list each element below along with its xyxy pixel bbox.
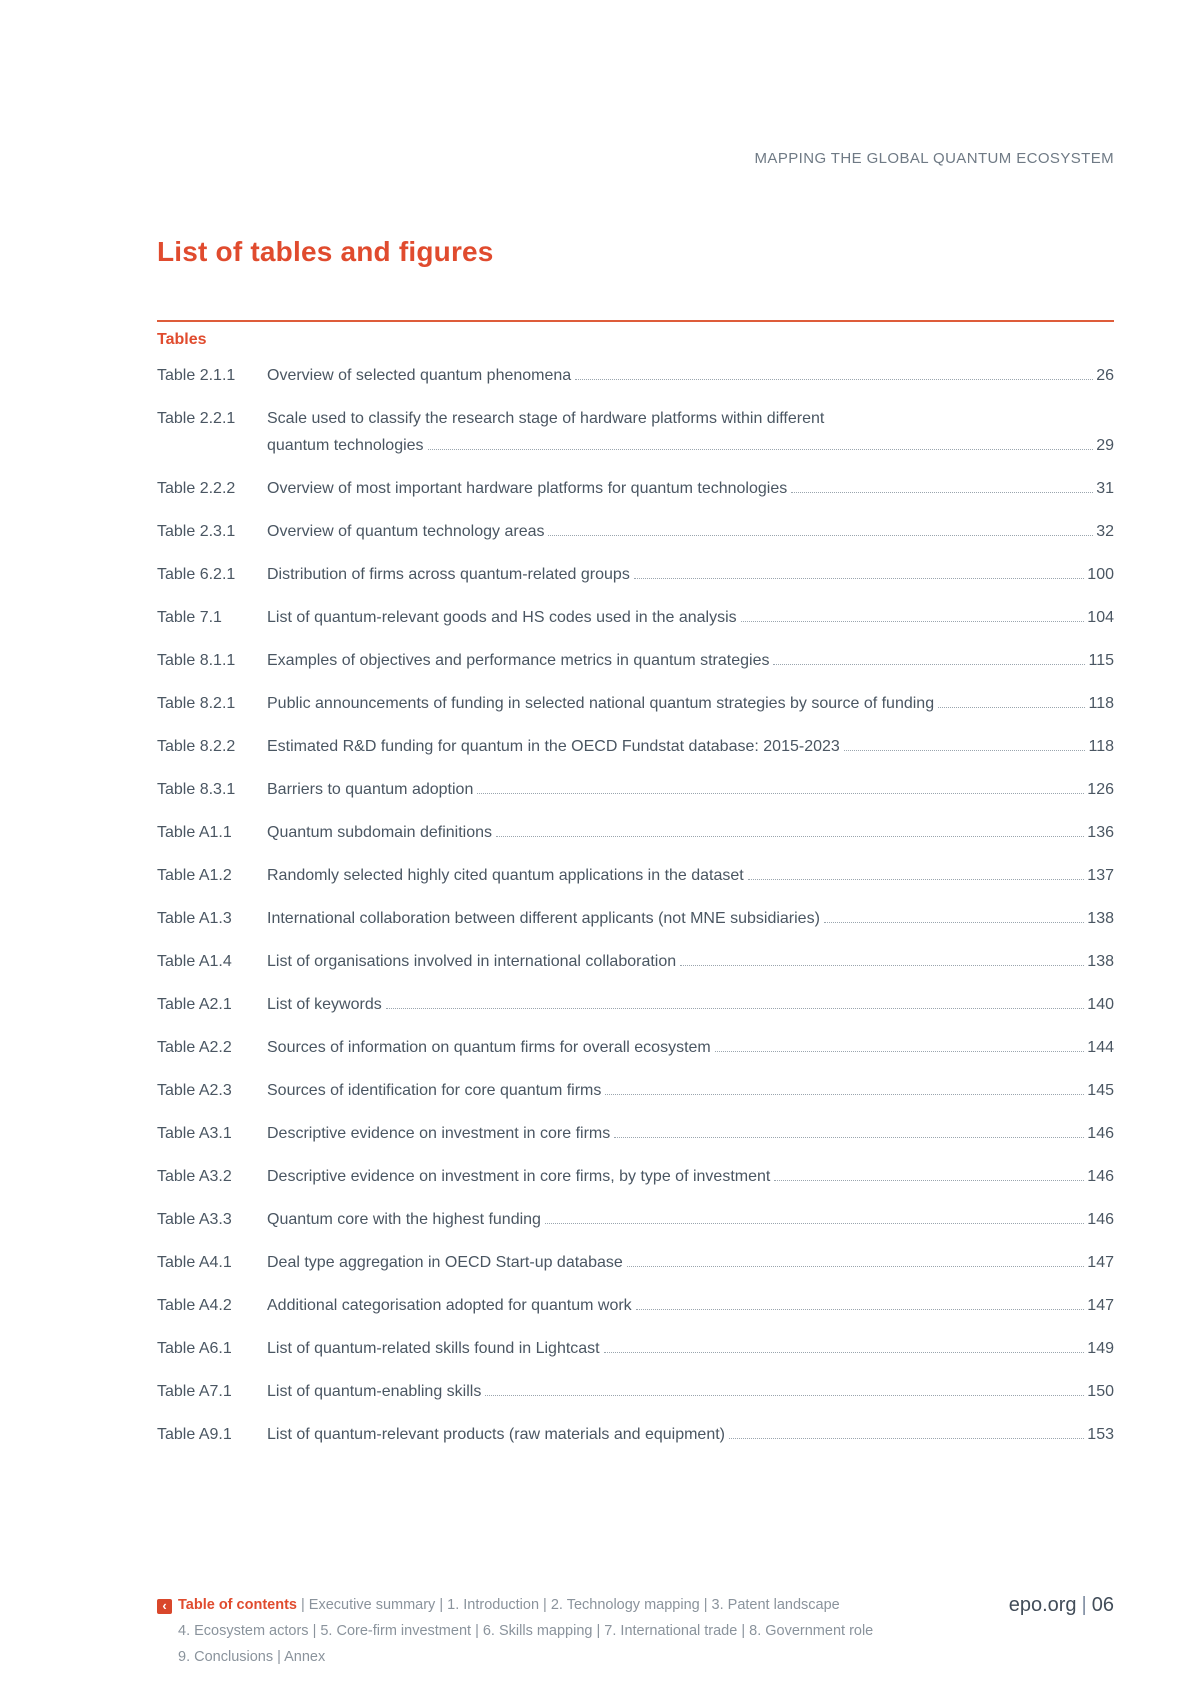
toc-leader-dots [614, 1137, 1084, 1138]
toc-leader-dots [844, 750, 1086, 751]
toc-entry-title: Randomly selected highly cited quantum applications in the dataset [267, 867, 744, 884]
toc-leader-dots [634, 578, 1084, 579]
toc-entry-title: Descriptive evidence on investment in core firms [267, 1125, 611, 1142]
toc-entry-label: Table A2.3 [157, 1082, 232, 1099]
footer-nav [157, 1592, 873, 1670]
toc-row[interactable] [157, 479, 1114, 499]
footer-separator: | [1081, 1594, 1087, 1616]
toc-entry-page: 153 [1087, 1426, 1114, 1443]
section-heading-tables: Tables [157, 331, 207, 348]
toc-entry-label: Table A1.1 [157, 824, 232, 841]
toc-entry-title: International collaboration between different applicants (not MNE subsidiaries) [267, 910, 820, 927]
toc-entry-title: Descriptive evidence on investment in core firms, by type of investment [267, 1168, 771, 1185]
toc-entry-page: 29 [1096, 437, 1114, 454]
toc-row[interactable] [157, 1038, 1114, 1058]
toc-entry-title: quantum technologies [267, 437, 424, 454]
toc-leader-dots [748, 879, 1085, 880]
toc-entry-page: 146 [1087, 1211, 1114, 1228]
toc-entry-title: Deal type aggregation in OECD Start-up database [267, 1254, 623, 1271]
toc-entry-label: Table A4.1 [157, 1254, 232, 1271]
toc-row[interactable] [157, 409, 1114, 456]
toc-entry-title: Examples of objectives and performance metrics in quantum strategies [267, 652, 770, 669]
toc-entry-title: Quantum core with the highest funding [267, 1211, 541, 1228]
toc-leader-dots [545, 1223, 1084, 1224]
toc-entry-title: Sources of identification for core quantum firms [267, 1082, 602, 1099]
toc-entry-title: Overview of selected quantum phenomena [267, 367, 572, 384]
toc-entry-title: List of quantum-relevant products (raw materials and equipment) [267, 1426, 725, 1443]
toc-row[interactable] [157, 1124, 1114, 1144]
toc-row[interactable] [157, 995, 1114, 1015]
toc-entry-page: 104 [1087, 609, 1114, 626]
toc-leader-dots [824, 922, 1084, 923]
toc-row[interactable] [157, 737, 1114, 757]
toc-leader-dots [575, 379, 1093, 380]
footer-nav-line3[interactable]: 9. Conclusions | Annex [178, 1649, 326, 1665]
toc-entry-label: Table A1.3 [157, 910, 232, 927]
toc-row[interactable] [157, 1296, 1114, 1316]
toc-row[interactable] [157, 522, 1114, 542]
toc-row[interactable] [157, 1425, 1114, 1445]
toc-entry-title: Public announcements of funding in selected national quantum strategies by source of funding [267, 695, 935, 712]
toc-entry-page: 146 [1087, 1168, 1114, 1185]
toc-entry-page: 147 [1087, 1297, 1114, 1314]
toc-leader-dots [938, 707, 1085, 708]
toc-entry-label: Table A6.1 [157, 1340, 232, 1357]
toc-entry-label: Table A3.1 [157, 1125, 232, 1142]
toc-entry-page: 115 [1088, 652, 1114, 669]
back-to-toc-button[interactable] [157, 1599, 172, 1614]
toc-leader-dots [680, 965, 1084, 966]
toc-row[interactable] [157, 1210, 1114, 1230]
toc-entry-title: Additional categorisation adopted for quantum work [267, 1297, 632, 1314]
toc-entry-label: Table 6.2.1 [157, 566, 236, 583]
toc-entry-label: Table 8.2.1 [157, 695, 236, 712]
toc-entry-page: 137 [1087, 867, 1114, 884]
toc-entry-page: 136 [1087, 824, 1114, 841]
toc-entry-label: Table A7.1 [157, 1383, 232, 1400]
toc-leader-dots [485, 1395, 1084, 1396]
toc-entry-title: Sources of information on quantum firms for overall ecosystem [267, 1039, 711, 1056]
toc-entry-page: 140 [1087, 996, 1114, 1013]
toc-entry-label: Table 2.1.1 [157, 367, 236, 384]
toc-entry-title: List of quantum-related skills found in Lightcast [267, 1340, 600, 1357]
toc-entry-label: Table 8.1.1 [157, 652, 236, 669]
toc-entry-label: Table A4.2 [157, 1297, 232, 1314]
toc-entry-page: 31 [1096, 480, 1114, 497]
toc-entry-page: 145 [1087, 1082, 1114, 1099]
toc-entry-page: 100 [1087, 566, 1114, 583]
toc-row[interactable] [157, 1081, 1114, 1101]
toc-entry-page: 150 [1087, 1383, 1114, 1400]
toc-entry-page: 26 [1096, 367, 1114, 384]
toc-entry-label: Table A9.1 [157, 1426, 232, 1443]
toc-entry-title: Quantum subdomain definitions [267, 824, 493, 841]
chevron-left-icon: ‹ [162, 1598, 167, 1613]
toc-leader-dots [773, 664, 1085, 665]
toc-row[interactable] [157, 1167, 1114, 1187]
footer-site-link[interactable]: epo.org [1008, 1594, 1077, 1616]
toc-entry-label: Table A3.3 [157, 1211, 232, 1228]
toc-row[interactable] [157, 780, 1114, 800]
toc-leader-dots [791, 492, 1093, 493]
toc-entry-title: Overview of most important hardware platforms for quantum technologies [267, 480, 788, 497]
toc-row[interactable] [157, 823, 1114, 843]
toc-entry-label: Table A2.2 [157, 1039, 232, 1056]
toc-leader-dots [729, 1438, 1084, 1439]
toc-entry-label: Table 2.3.1 [157, 523, 236, 540]
toc-entry-title: List of organisations involved in international collaboration [267, 953, 677, 970]
toc-leader-dots [477, 793, 1084, 794]
toc-entry-page: 146 [1087, 1125, 1114, 1142]
toc-entry-label: Table 8.2.2 [157, 738, 236, 755]
toc-list [157, 366, 1114, 1468]
toc-leader-dots [605, 1094, 1084, 1095]
toc-entry-page: 118 [1088, 738, 1114, 755]
toc-entry-title: Barriers to quantum adoption [267, 781, 474, 798]
toc-entry-title: Distribution of firms across quantum-related groups [267, 566, 630, 583]
toc-leader-dots [636, 1309, 1085, 1310]
toc-entry-title: List of keywords [267, 996, 382, 1013]
toc-row[interactable] [157, 366, 1114, 386]
toc-leader-dots [386, 1008, 1085, 1009]
toc-entry-page: 138 [1087, 910, 1114, 927]
toc-row[interactable] [157, 651, 1114, 671]
toc-entry-label: Table A1.4 [157, 953, 232, 970]
toc-row[interactable] [157, 608, 1114, 628]
page-title: List of tables and figures [157, 236, 494, 267]
toc-entry-page: 118 [1088, 695, 1114, 712]
toc-entry-label: Table A1.2 [157, 867, 232, 884]
toc-entry-page: 126 [1087, 781, 1114, 798]
toc-entry-title: List of quantum-relevant goods and HS codes used in the analysis [267, 609, 737, 626]
footer-nav-line2[interactable]: 4. Ecosystem actors | 5. Core-firm investment | 6. Skills mapping | 7. International trade | 8. Government role [178, 1623, 874, 1639]
toc-row[interactable] [157, 694, 1114, 714]
toc-entry-title-line1: Scale used to classify the research stage of hardware platforms within different [267, 410, 825, 427]
toc-row[interactable] [157, 952, 1114, 972]
toc-row[interactable] [157, 1382, 1114, 1402]
toc-leader-dots [715, 1051, 1085, 1052]
toc-row[interactable] [157, 866, 1114, 886]
toc-leader-dots [774, 1180, 1084, 1181]
toc-row[interactable] [157, 1253, 1114, 1273]
toc-entry-title: List of quantum-enabling skills [267, 1383, 482, 1400]
running-header: MAPPING THE GLOBAL QUANTUM ECOSYSTEM [754, 150, 1114, 167]
toc-row[interactable] [157, 1339, 1114, 1359]
section-rule [157, 320, 1114, 322]
toc-entry-label: Table 8.3.1 [157, 781, 236, 798]
toc-entry-label: Table A2.1 [157, 996, 232, 1013]
toc-entry-label: Table 7.1 [157, 609, 222, 626]
footer-page-number: 06 [1091, 1594, 1114, 1616]
footer-nav-line1[interactable]: | Executive summary | 1. Introduction | 2. Technology mapping | 3. Patent landscape [301, 1597, 840, 1613]
toc-entry-label: Table 2.2.2 [157, 480, 236, 497]
toc-leader-dots [428, 449, 1094, 450]
toc-row[interactable] [157, 909, 1114, 929]
toc-entry-label: Table 2.2.1 [157, 410, 236, 427]
toc-leader-dots [627, 1266, 1085, 1267]
toc-entry-label: Table A3.2 [157, 1168, 232, 1185]
toc-entry-title: Overview of quantum technology areas [267, 523, 545, 540]
toc-leader-dots [741, 621, 1085, 622]
toc-leader-dots [548, 535, 1093, 536]
toc-entry-page: 147 [1087, 1254, 1114, 1271]
toc-leader-dots [604, 1352, 1085, 1353]
toc-leader-dots [496, 836, 1084, 837]
toc-entry-page: 144 [1087, 1039, 1114, 1056]
toc-entry-page: 138 [1087, 953, 1114, 970]
footer-link-table-of-contents[interactable]: Table of contents [178, 1597, 297, 1613]
toc-entry-title: Estimated R&D funding for quantum in the OECD Fundstat database: 2015-2023 [267, 738, 840, 755]
toc-entry-page: 32 [1096, 523, 1114, 540]
toc-row[interactable] [157, 565, 1114, 585]
toc-entry-page: 149 [1087, 1340, 1114, 1357]
footer-site-page [1009, 1592, 1114, 1618]
page-footer [157, 1592, 1114, 1670]
